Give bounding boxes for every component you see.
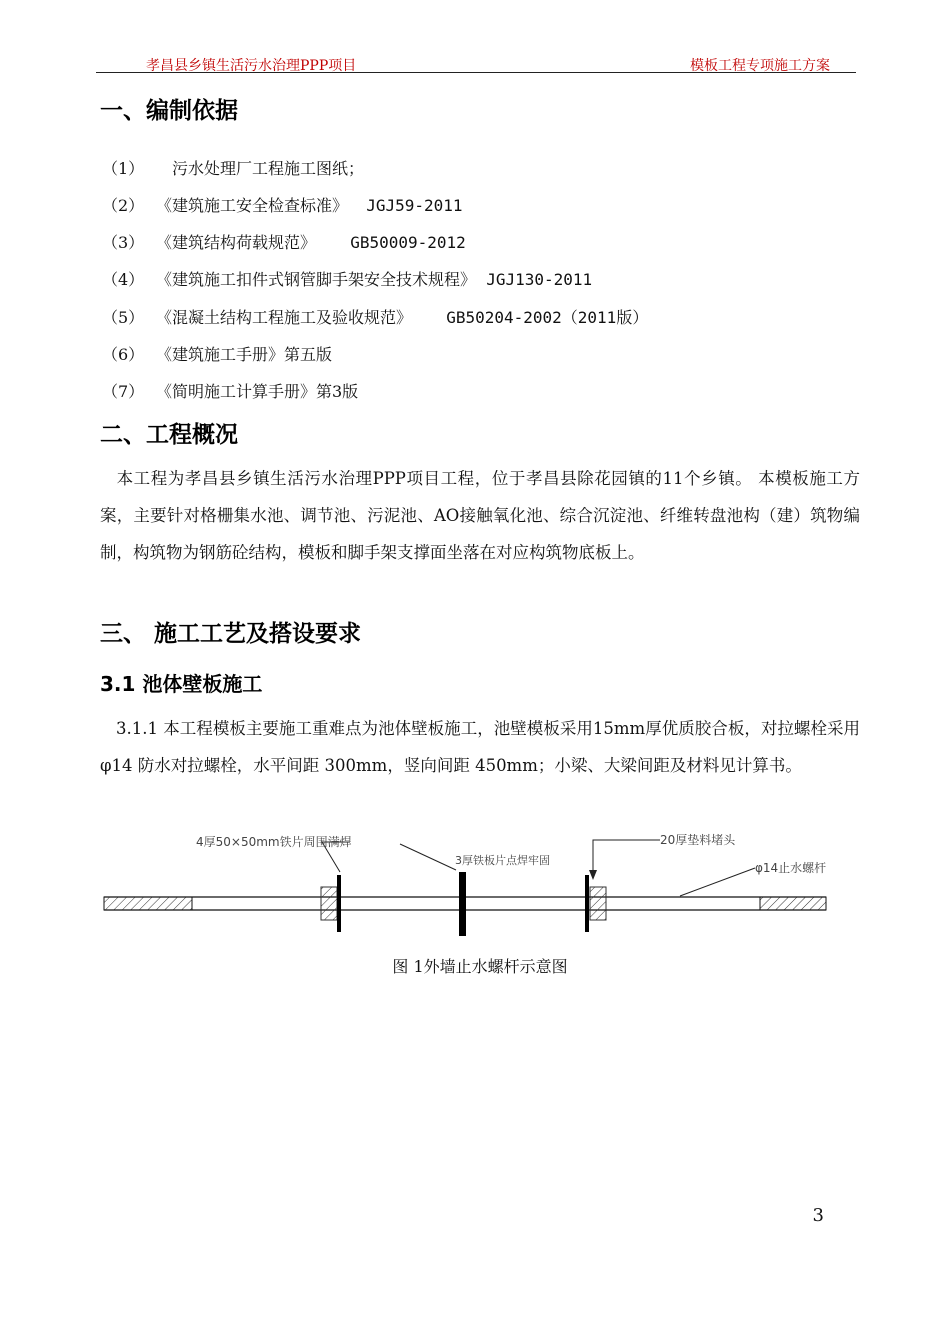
right-thread — [760, 897, 826, 910]
reference-number: （6） — [102, 345, 145, 364]
washer-plate-label: 4厚50×50mm铁片周围满焊 — [196, 835, 352, 849]
wall-formwork-text: 3.1.1 本工程模板主要施工重难点为池体壁板施工，池壁模板采用15mm厚优质胶合板，对拉螺栓采用φ14 防水对拉螺栓，水平间距 300mm，竖向间距 450mm；小梁、大梁间距及材料见计算书。 — [100, 719, 860, 775]
reference-item — [102, 231, 466, 255]
stop-plate-label: 3厚铁板片点焊牢固 — [455, 854, 550, 867]
reference-text: 污水处理厂工程施工图纸； — [156, 159, 365, 178]
reference-item — [102, 343, 332, 367]
reference-number: （5） — [102, 308, 145, 327]
page-number: 3 — [812, 1205, 824, 1226]
reference-text: 《建筑施工扣件式钢管脚手架安全技术规程》 — [156, 270, 477, 289]
figure-caption: 图 1外墙止水螺杆示意图 — [392, 957, 568, 976]
wall-formwork-paragraph — [100, 710, 860, 784]
subsection-3-1-heading: 3.1 池体壁板施工 — [100, 672, 263, 696]
project-overview-paragraph — [100, 460, 860, 571]
reference-code: GB50204-2002（2011版） — [446, 308, 649, 327]
wood-plug-label-leader — [593, 840, 660, 870]
bolt-label-leader — [680, 868, 755, 896]
water-stop-bolt-figure — [100, 830, 830, 940]
reference-text: 《混凝土结构工程施工及验收规范》 — [156, 308, 437, 327]
section-2-heading: 二、工程概况 — [100, 422, 238, 448]
reference-number: （3） — [102, 233, 145, 252]
stop-plate-label-leader — [400, 844, 456, 870]
reference-text: 《简明施工计算手册》第3版 — [156, 382, 359, 401]
reference-number: （4） — [102, 270, 145, 289]
reference-code: GB50009-2012 — [350, 233, 466, 252]
reference-item — [102, 306, 648, 330]
water-stop-bolt-diagram — [100, 830, 830, 940]
reference-number: （2） — [102, 196, 145, 215]
reference-number: （1） — [102, 159, 145, 178]
reference-item — [102, 157, 364, 181]
right-washer-plate — [585, 875, 589, 932]
right-wood-plug — [590, 887, 606, 920]
wood-plug-label: 20厚垫料堵头 — [660, 833, 736, 847]
left-thread — [104, 897, 192, 910]
section-1-heading: 一、编制依据 — [100, 98, 238, 124]
left-wood-plug — [321, 887, 337, 920]
reference-text: 《建筑施工手册》第五版 — [156, 345, 333, 364]
reference-code: JGJ130-2011 — [486, 270, 593, 289]
wood-plug-arrow — [589, 870, 597, 880]
water-stop-plate — [459, 872, 466, 936]
section-3-heading: 三、 施工工艺及搭设要求 — [100, 621, 362, 647]
reference-item — [102, 194, 463, 218]
project-overview-text: 本工程为孝昌县乡镇生活污水治理PPP项目工程，位于孝昌县除花园镇的11个乡镇。 本模板施工方案，主要针对格栅集水池、调节池、污泥池、AO接触氧化池、综合沉淀池、纤维转盘池构（建）筑物编制，构筑物为钢筋砼结构，模板和脚手架支撑面坐落在对应构筑物底板上。 — [100, 469, 860, 562]
reference-item — [102, 380, 358, 404]
header-project-name: 孝昌县乡镇生活污水治理PPP项目 — [146, 58, 357, 74]
left-washer-plate — [337, 875, 341, 932]
header-divider — [96, 72, 856, 73]
bolt-label: φ14止水螺杆 — [755, 861, 827, 875]
reference-item — [102, 268, 592, 292]
reference-number: （7） — [102, 382, 145, 401]
reference-code: JGJ59-2011 — [366, 196, 463, 215]
reference-text: 《建筑施工安全检查标准》 — [156, 196, 357, 215]
reference-text: 《建筑结构荷载规范》 — [156, 233, 341, 252]
header-document-title: 模板工程专项施工方案 — [690, 58, 830, 74]
